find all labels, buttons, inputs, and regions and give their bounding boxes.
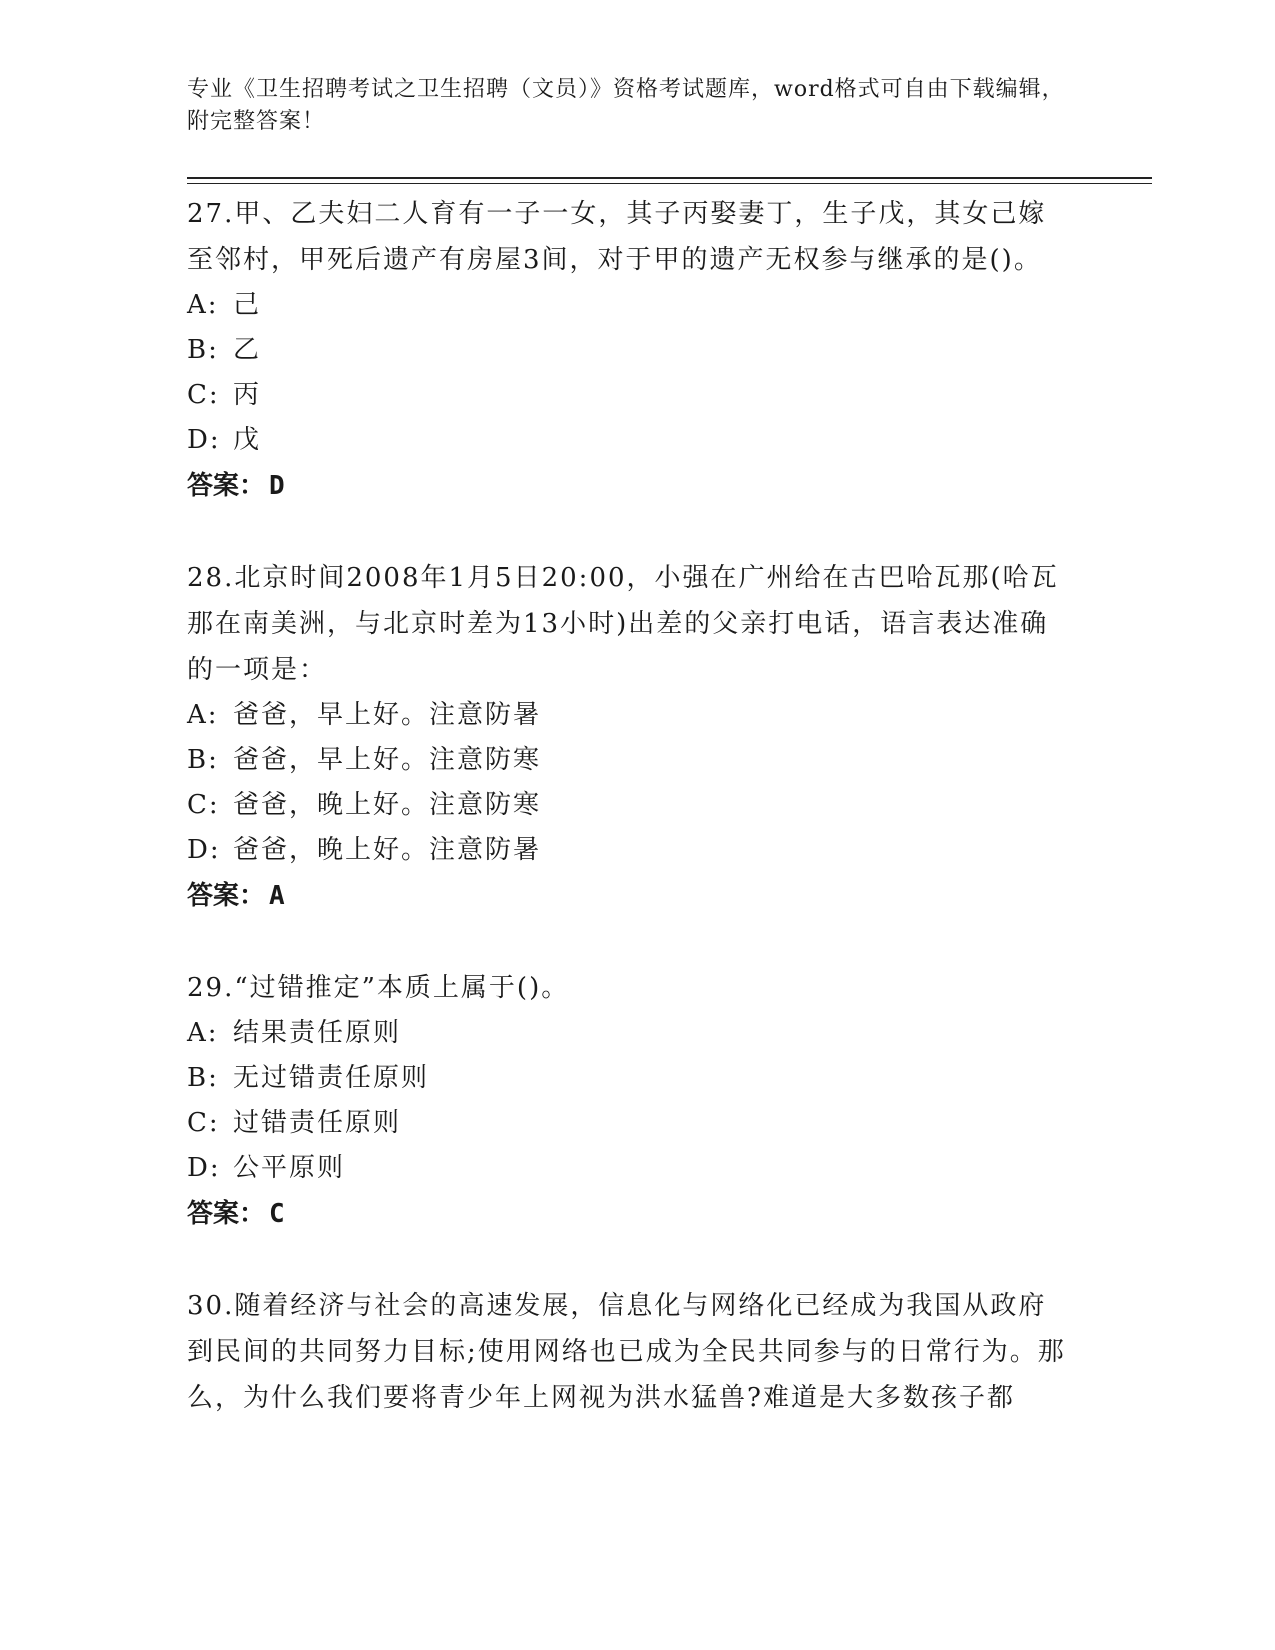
document-header: 专业《卫生招聘考试之卫生招聘（文员）》资格考试题库，word格式可自由下载编辑，附完整答案！ xyxy=(187,77,1065,134)
answer-line xyxy=(187,873,1067,919)
option-text: 爸爸，晚上好。注意防暑 xyxy=(233,835,542,865)
option-text: 公平原则 xyxy=(233,1153,346,1183)
option-text: 乙 xyxy=(233,335,262,365)
option-letter: C: xyxy=(187,790,220,820)
option-letter: C: xyxy=(187,380,220,410)
answer-value: C xyxy=(269,1199,285,1229)
header-rule-thick xyxy=(187,177,1152,179)
option-text: 己 xyxy=(233,290,262,320)
option-letter: B: xyxy=(187,335,219,365)
answer-line xyxy=(187,1191,1067,1237)
option-b xyxy=(187,738,1067,783)
question-28 xyxy=(187,555,1067,919)
option-letter: A: xyxy=(187,700,219,730)
answer-label: 答案： xyxy=(187,881,266,911)
option-text: 丙 xyxy=(233,380,262,410)
question-text: 27.甲、乙夫妇二人育有一子一女，其子丙娶妻丁，生子戊，其女己嫁至邻村，甲死后遗产有房屋3间，对于甲的遗产无权参与继承的是()。 xyxy=(187,199,1047,275)
answer-line xyxy=(187,463,1067,509)
option-a xyxy=(187,283,1067,328)
option-text: 戊 xyxy=(233,425,262,455)
option-letter: D: xyxy=(187,1153,221,1183)
answer-value: A xyxy=(269,881,285,911)
answer-label: 答案： xyxy=(187,1199,266,1229)
question-27 xyxy=(187,191,1067,509)
option-letter: D: xyxy=(187,425,221,455)
option-letter: C: xyxy=(187,1108,220,1138)
option-text: 过错责任原则 xyxy=(233,1108,402,1138)
question-30 xyxy=(187,1283,1067,1421)
option-text: 无过错责任原则 xyxy=(233,1063,430,1093)
option-d xyxy=(187,828,1067,873)
answer-label: 答案： xyxy=(187,471,266,501)
option-b xyxy=(187,328,1067,373)
option-a xyxy=(187,693,1067,738)
option-b xyxy=(187,1056,1067,1101)
option-letter: D: xyxy=(187,835,221,865)
question-text: 30.随着经济与社会的高速发展，信息化与网络化已经成为我国从政府到民间的共同努力目标;使用网络也已成为全民共同参与的日常行为。那么，为什么我们要将青少年上网视为洪水猛兽?难道是大多数孩子都 xyxy=(187,1291,1066,1413)
option-d xyxy=(187,1146,1067,1191)
option-a xyxy=(187,1011,1067,1056)
option-text: 爸爸，早上好。注意防寒 xyxy=(233,745,542,775)
header-rule-thin xyxy=(187,183,1152,184)
option-d xyxy=(187,418,1067,463)
option-c xyxy=(187,373,1067,418)
option-letter: A: xyxy=(187,1018,219,1048)
question-list xyxy=(187,191,1067,1467)
option-letter: B: xyxy=(187,1063,219,1093)
option-text: 结果责任原则 xyxy=(233,1018,402,1048)
option-letter: A: xyxy=(187,290,219,320)
option-text: 爸爸，晚上好。注意防寒 xyxy=(233,790,542,820)
question-text: 28.北京时间2008年1月5日20:00，小强在广州给在古巴哈瓦那(哈瓦那在南美洲，与北京时差为13小时)出差的父亲打电话，语言表达准确的一项是： xyxy=(187,563,1059,685)
option-letter: B: xyxy=(187,745,219,775)
option-c xyxy=(187,1101,1067,1146)
option-text: 爸爸，早上好。注意防暑 xyxy=(233,700,542,730)
answer-value: D xyxy=(269,471,285,501)
question-29 xyxy=(187,965,1067,1237)
option-c xyxy=(187,783,1067,828)
question-text: 29.“过错推定”本质上属于()。 xyxy=(187,973,570,1003)
